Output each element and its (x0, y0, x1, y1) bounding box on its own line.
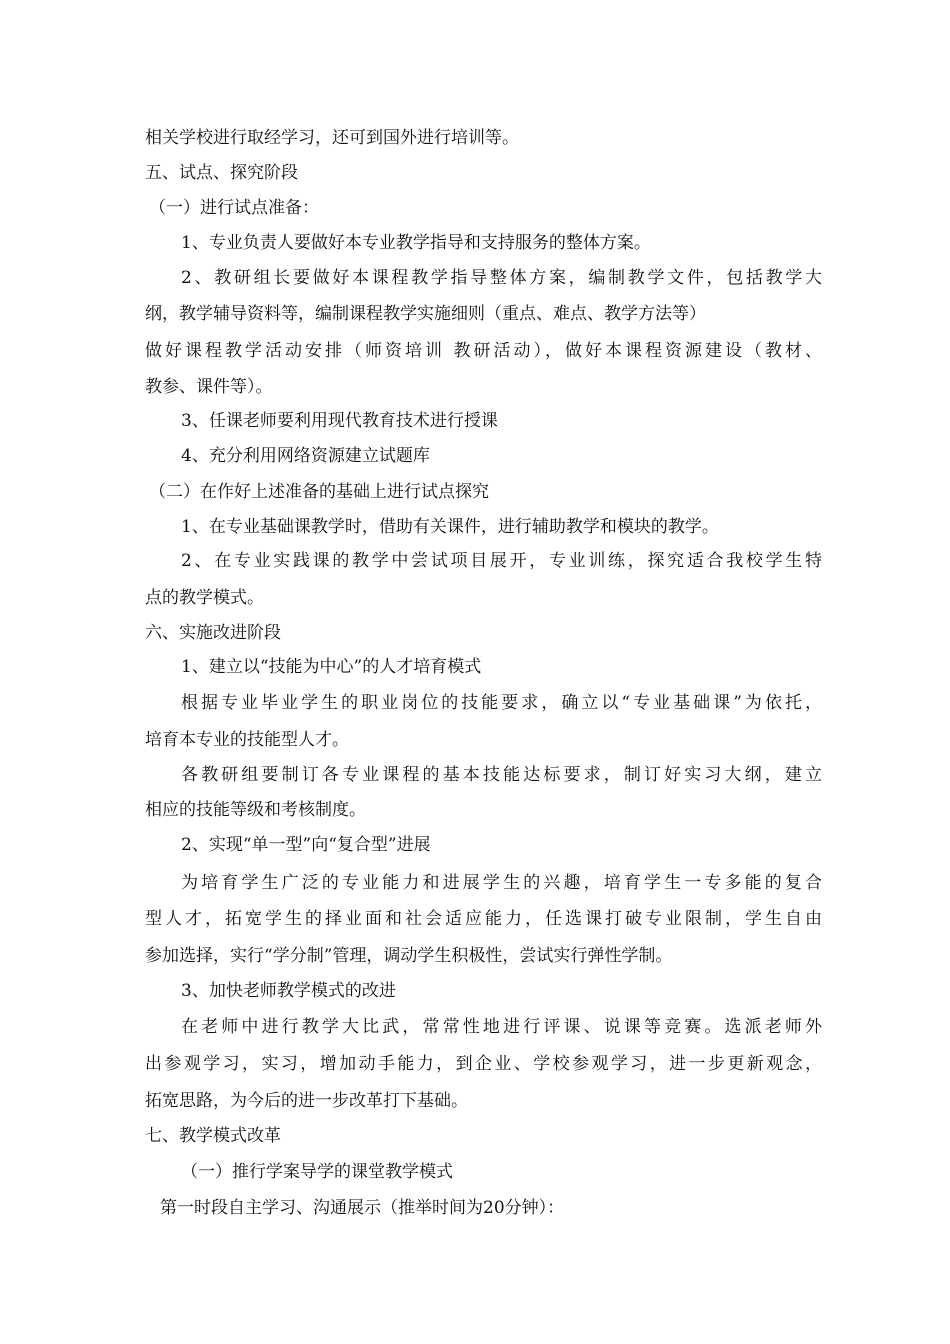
list-item: 3、任课老师要利用现代教育技术进行授课 (181, 411, 498, 431)
text-line: 参加选择，实行“学分制”管理，调动学生积极性，尝试实行弹性学制。 (145, 946, 673, 966)
paragraph-line: 根据专业毕业学生的职业岗位的技能要求，确立以“专业基础课”为依托， (181, 693, 822, 713)
paragraph-line: 为培育学生广泛的专业能力和进展学生的兴趣，培育学生一专多能的复合 (181, 873, 822, 893)
list-item: 4、充分利用网络资源建立试题库 (181, 446, 430, 466)
text-line: 相应的技能等级和考核制度。 (145, 800, 366, 820)
text-line: 做好课程教学活动安排（师资培训 教研活动），做好本课程资源建设（教材、 (145, 341, 822, 361)
paragraph-line: 各教研组要制订各专业课程的基本技能达标要求，制订好实习大纲，建立 (181, 765, 822, 785)
list-item: 1、建立以“技能为中心”的人才培育模式 (181, 657, 482, 677)
text-line: 相关学校进行取经学习，还可到国外进行培训等。 (145, 128, 519, 148)
section-heading-7: 七、教学模式改革 (145, 1126, 281, 1146)
paragraph-line: 在老师中进行教学大比武，常常性地进行评课、说课等竞赛。选派老师外 (181, 1017, 822, 1037)
list-item: 2、教研组长要做好本课程教学指导整体方案，编制教学文件，包括教学大 (181, 268, 822, 288)
text-line: 培育本专业的技能型人才。 (145, 730, 349, 750)
text-line: 教参、课件等）。 (145, 377, 273, 397)
section-heading-6: 六、实施改进阶段 (145, 623, 281, 643)
list-item: 1、专业负责人要做好本专业教学指导和支持服务的整体方案。 (181, 233, 651, 253)
text-line: 出参观学习，实习，增加动手能力，到企业、学校参观学习，进一步更新观念， (145, 1054, 822, 1074)
section-heading-5: 五、试点、探究阶段 (145, 163, 298, 183)
list-item: 1、在专业基础课教学时，借助有关课件，进行辅助教学和模块的教学。 (181, 517, 719, 537)
paragraph-line: 第一时段自主学习、沟通展示（推举时间为20分钟）： (160, 1198, 565, 1218)
subsection-heading: （一）进行试点准备： (149, 198, 319, 218)
list-item: 3、加快老师教学模式的改进 (181, 981, 396, 1001)
text-line: 纲，教学辅导资料等，编制课程教学实施细则（重点、难点、教学方法等） (145, 304, 706, 324)
text-line: 点的教学模式。 (145, 588, 264, 608)
subsection-heading: （一）推行学案导学的课堂教学模式 (181, 1162, 453, 1182)
text-line: 型人才，拓宽学生的择业面和社会适应能力，任选课打破专业限制，学生自由 (145, 909, 822, 929)
list-item: 2、实现“单一型”向“复合型”进展 (181, 835, 431, 855)
text-line: 拓宽思路，为今后的进一步改革打下基础。 (145, 1091, 468, 1111)
list-item: 2、在专业实践课的教学中尝试项目展开，专业训练，探究适合我校学生特 (181, 551, 822, 571)
subsection-heading: （二）在作好上述准备的基础上进行试点探究 (149, 482, 489, 502)
